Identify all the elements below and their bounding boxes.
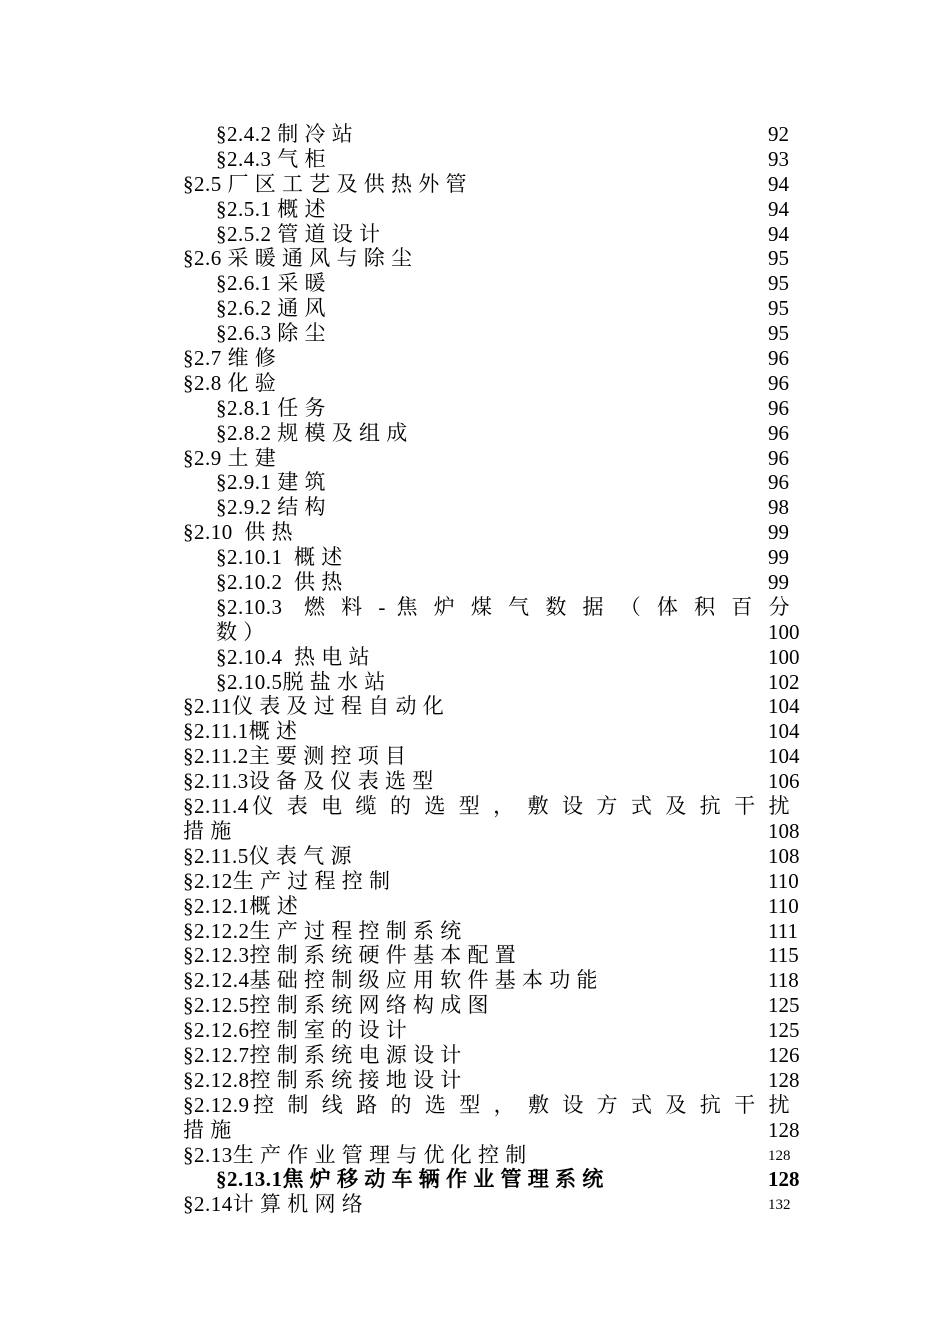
toc-entry[interactable] [0, 147, 950, 172]
toc-entry-page: 125 [768, 993, 800, 1018]
toc-entry-page: 125 [768, 1018, 800, 1043]
toc-entry-title: §2.5 厂 区 工 艺 及 供 热 外 管 [183, 171, 467, 196]
toc-entry-title: §2.12.5控 制 系 统 网 络 构 成 图 [183, 993, 489, 1018]
toc-entry-title: 措 施 [183, 818, 232, 843]
toc-entry-page: 100 [768, 644, 800, 669]
toc-entry-title: §2.12.7控 制 系 统 电 源 设 计 [183, 1042, 462, 1067]
toc-entry[interactable] [0, 172, 950, 197]
toc-entry-title: §2.11.2主 要 测 控 项 目 [183, 744, 407, 769]
toc-entry-title: §2.7 维 修 [183, 346, 277, 371]
toc-entry-page: 95 [768, 246, 789, 271]
toc-entry[interactable] [0, 122, 950, 147]
toc-entry-page: 96 [768, 370, 789, 395]
toc-entry[interactable] [0, 421, 950, 446]
toc-entry-page: 128 [768, 1167, 800, 1192]
toc-entry[interactable] [0, 645, 950, 670]
toc-entry-title: §2.12.4基 础 控 制 级 应 用 软 件 基 本 功 能 [183, 968, 598, 993]
toc-entry-title: §2.10.3 燃 料 - 焦 炉 煤 气 数 据 （ 体 积 百 分 [216, 594, 790, 619]
toc-entry[interactable] [0, 919, 950, 944]
toc-entry-page: 96 [768, 395, 789, 420]
toc-entry-title: §2.11.4仪 表 电 缆 的 选 型 ， 敷 设 方 式 及 抗 干 扰 [183, 794, 790, 819]
toc-entry[interactable] [0, 495, 950, 520]
toc-entry-title: §2.10.5脱 盐 水 站 [216, 669, 386, 694]
toc-entry-page: 111 [768, 918, 798, 943]
toc-entry-title: 数 ） [216, 619, 265, 644]
toc-entry-page: 99 [768, 545, 789, 570]
toc-entry-title: §2.8.1 任 务 [216, 395, 326, 420]
toc-entry-title: §2.12.1概 述 [183, 893, 299, 918]
toc-entry[interactable] [0, 1068, 950, 1093]
toc-entry[interactable] [0, 620, 950, 645]
toc-entry[interactable] [0, 694, 950, 719]
toc-entry-title: §2.6.1 采 暖 [216, 271, 326, 296]
toc-entry-title: §2.10.4 热 电 站 [216, 644, 370, 669]
toc-entry[interactable] [0, 869, 950, 894]
toc-entry[interactable] [0, 794, 950, 819]
toc-entry[interactable] [0, 346, 950, 371]
toc-entry[interactable] [0, 894, 950, 919]
toc-entry-title: §2.8.2 规 模 及 组 成 [216, 420, 408, 445]
toc-entry[interactable] [0, 595, 950, 620]
toc-entry-page: 95 [768, 296, 789, 321]
toc-entry[interactable] [0, 296, 950, 321]
toc-entry-page: 115 [768, 943, 799, 968]
toc-entry-page: 99 [768, 570, 789, 595]
toc-entry-title: §2.11仪 表 及 过 程 自 动 化 [183, 694, 445, 719]
toc-entry[interactable] [0, 222, 950, 247]
toc-entry-title: §2.10.2 供 热 [216, 570, 343, 595]
toc-entry[interactable] [0, 570, 950, 595]
toc-entry-page: 92 [768, 122, 789, 146]
toc-entry-page: 108 [768, 818, 800, 843]
toc-entry[interactable] [0, 1192, 950, 1217]
toc-entry[interactable] [0, 769, 950, 794]
table-of-contents [0, 122, 950, 1217]
toc-entry-page: 126 [768, 1042, 800, 1067]
toc-entry-title: §2.12.9控 制 线 路 的 选 型 ， 敷 设 方 式 及 抗 干 扰 [183, 1092, 790, 1117]
toc-entry[interactable] [0, 470, 950, 495]
toc-entry[interactable] [0, 1093, 950, 1118]
toc-entry-page: 104 [768, 694, 800, 719]
toc-entry-page: 95 [768, 271, 789, 296]
toc-entry-page: 94 [768, 171, 789, 196]
toc-entry[interactable] [0, 744, 950, 769]
toc-entry[interactable] [0, 1018, 950, 1043]
toc-entry-page: 96 [768, 346, 789, 371]
toc-entry-page: 132 [768, 1197, 791, 1214]
toc-entry-page: 104 [768, 744, 800, 769]
toc-entry[interactable] [0, 520, 950, 545]
toc-entry-page: 128 [768, 1117, 800, 1142]
toc-entry[interactable] [0, 844, 950, 869]
toc-entry-page: 96 [768, 420, 789, 445]
toc-entry[interactable] [0, 943, 950, 968]
toc-entry-title: §2.9.2 结 构 [216, 495, 326, 520]
toc-entry-title: 措 施 [183, 1117, 232, 1142]
toc-entry[interactable] [0, 446, 950, 471]
toc-entry-title: §2.12.2生 产 过 程 控 制 系 统 [183, 918, 462, 943]
toc-entry-page: 94 [768, 221, 789, 246]
toc-entry-page: 95 [768, 321, 789, 346]
toc-entry-title: §2.8 化 验 [183, 370, 277, 395]
toc-entry[interactable] [0, 719, 950, 744]
toc-entry-page: 118 [768, 968, 799, 993]
toc-entry-page: 108 [768, 843, 800, 868]
toc-entry-title: §2.11.5仪 表 气 源 [183, 843, 352, 868]
toc-entry-title: §2.4.2 制 冷 站 [216, 122, 354, 146]
toc-entry[interactable] [0, 993, 950, 1018]
toc-entry-title: §2.9.1 建 筑 [216, 470, 326, 495]
toc-entry[interactable] [0, 819, 950, 844]
toc-entry-title: §2.12.6控 制 室 的 设 计 [183, 1018, 408, 1043]
toc-entry-page: 100 [768, 619, 800, 644]
toc-entry-page: 94 [768, 196, 789, 221]
toc-entry-title: §2.5.2 管 道 设 计 [216, 221, 381, 246]
toc-entry-title: §2.14计 算 机 网 络 [183, 1192, 364, 1217]
toc-entry-page: 104 [768, 719, 800, 744]
toc-entry-page: 110 [768, 868, 799, 893]
toc-entry-page: 110 [768, 893, 799, 918]
toc-entry-title: §2.11.1概 述 [183, 719, 298, 744]
toc-entry[interactable] [0, 1143, 950, 1168]
toc-entry[interactable] [0, 197, 950, 222]
toc-entry-page: 98 [768, 495, 789, 520]
toc-entry[interactable] [0, 371, 950, 396]
toc-entry-page: 128 [768, 1147, 791, 1164]
toc-entry-page: 106 [768, 769, 800, 794]
toc-entry-title: §2.12生 产 过 程 控 制 [183, 868, 391, 893]
toc-entry[interactable] [0, 1118, 950, 1143]
toc-entry[interactable] [0, 545, 950, 570]
toc-entry-page: 96 [768, 445, 789, 470]
toc-entry-title: §2.4.3 气 柜 [216, 146, 326, 171]
toc-entry-title: §2.6.3 除 尘 [216, 321, 326, 346]
toc-entry-title: §2.12.8控 制 系 统 接 地 设 计 [183, 1067, 462, 1092]
toc-entry-title: §2.13生 产 作 业 管 理 与 优 化 控 制 [183, 1142, 527, 1167]
toc-entry[interactable] [0, 246, 950, 271]
toc-entry-title: §2.6 采 暖 通 风 与 除 尘 [183, 246, 413, 271]
toc-entry[interactable] [0, 670, 950, 695]
toc-entry-title: §2.13.1焦 炉 移 动 车 辆 作 业 管 理 系 统 [216, 1167, 604, 1192]
toc-entry[interactable] [0, 271, 950, 296]
toc-entry[interactable] [0, 1167, 950, 1192]
toc-entry-page: 93 [768, 146, 789, 171]
toc-entry-title: §2.10.1 概 述 [216, 545, 343, 570]
toc-entry-page: 96 [768, 470, 789, 495]
toc-entry-title: §2.9 土 建 [183, 445, 277, 470]
toc-entry[interactable] [0, 396, 950, 421]
toc-entry[interactable] [0, 1043, 950, 1068]
toc-entry-title: §2.11.3设 备 及 仪 表 选 型 [183, 769, 434, 794]
toc-entry-title: §2.5.1 概 述 [216, 196, 326, 221]
toc-entry[interactable] [0, 968, 950, 993]
toc-entry-title: §2.10 供 热 [183, 520, 293, 545]
toc-entry-page: 99 [768, 520, 789, 545]
toc-entry-page: 102 [768, 669, 800, 694]
toc-entry-title: §2.12.3控 制 系 统 硬 件 基 本 配 置 [183, 943, 517, 968]
toc-entry-title: §2.6.2 通 风 [216, 296, 326, 321]
toc-entry-page: 128 [768, 1067, 800, 1092]
toc-entry[interactable] [0, 321, 950, 346]
